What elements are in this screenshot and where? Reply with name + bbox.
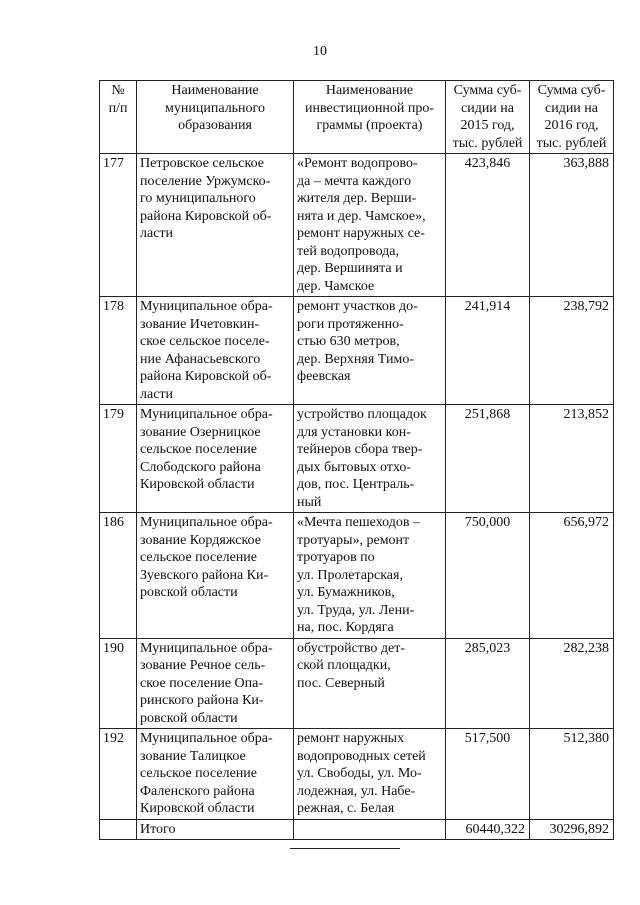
row-number: 190	[100, 638, 137, 729]
municipality-cell: Муниципальное обра- зование Ичетовкин- ское сельское поселе- ние Афанасьевского района Кировской об- ласти	[137, 297, 294, 405]
total-number-cell	[100, 819, 137, 840]
table-row	[100, 297, 614, 405]
footer-divider	[290, 848, 400, 849]
total-sum-2015: 60440,322	[446, 819, 530, 840]
sum-2016-cell: 512,380	[530, 729, 614, 820]
sum-2015-cell: 251,868	[446, 405, 530, 513]
municipality-cell: Петровское сельское поселение Уржумско- го муниципального района Кировской об- ласти	[137, 154, 294, 297]
sum-2016-cell: 213,852	[530, 405, 614, 513]
program-cell: устройство площадок для установки кон- тейнеров сбора твер- дых бытовых отхо- дов, пос. Централь- ный	[294, 405, 446, 513]
row-number: 179	[100, 405, 137, 513]
program-cell: ремонт наружных водопроводных сетей ул. Свободы, ул. Мо- лодежная, ул. Набе- режная, с. Белая	[294, 729, 446, 820]
program-cell: «Мечта пешеходов – тротуары», ремонт тротуаров по ул. Пролетарская, ул. Бумажников, ул. Труда, ул. Лени- на, пос. Кордяга	[294, 513, 446, 639]
municipality-cell: Муниципальное обра- зование Речное сель- ское поселение Опа- ринского района Ки- ровской области	[137, 638, 294, 729]
row-number: 178	[100, 297, 137, 405]
sum-2015-cell: 517,500	[446, 729, 530, 820]
sum-2015-cell: 750,000	[446, 513, 530, 639]
page-number: 10	[313, 44, 327, 59]
municipality-cell: Муниципальное обра- зование Кордяжское сельское поселение Зуевского района Ки- ровской области	[137, 513, 294, 639]
table-row	[100, 638, 614, 729]
municipality-cell: Муниципальное обра- зование Озерницкое сельское поселение Слободского района Кировской области	[137, 405, 294, 513]
sum-2016-cell: 363,888	[530, 154, 614, 297]
table-row	[100, 513, 614, 639]
sum-2015-cell: 285,023	[446, 638, 530, 729]
municipality-cell: Муниципальное обра- зование Талицкое сельское поселение Фаленского района Кировской области	[137, 729, 294, 820]
sum-2015-cell: 423,846	[446, 154, 530, 297]
sum-2015-cell: 241,914	[446, 297, 530, 405]
header-number: № п/п	[100, 81, 137, 154]
program-cell: ремонт участков до- роги протяженно- стью 630 метров, дер. Верхняя Тимо- феевская	[294, 297, 446, 405]
total-row	[100, 819, 614, 840]
header-municipality: Наименование муниципального образования	[137, 81, 294, 154]
table-row	[100, 405, 614, 513]
total-sum-2016: 30296,892	[530, 819, 614, 840]
row-number: 186	[100, 513, 137, 639]
row-number: 177	[100, 154, 137, 297]
total-program-cell	[294, 819, 446, 840]
header-sum-2016: Сумма суб- сидии на 2016 год, тыс. рублей	[530, 81, 614, 154]
program-cell: обустройство дет- ской площадки, пос. Северный	[294, 638, 446, 729]
table-row	[100, 729, 614, 820]
header-sum-2015: Сумма суб- сидии на 2015 год, тыс. рублей	[446, 81, 530, 154]
sum-2016-cell: 238,792	[530, 297, 614, 405]
row-number: 192	[100, 729, 137, 820]
subsidy-table	[99, 80, 614, 840]
total-label: Итого	[137, 819, 294, 840]
sum-2016-cell: 656,972	[530, 513, 614, 639]
table-row	[100, 154, 614, 297]
sum-2016-cell: 282,238	[530, 638, 614, 729]
program-cell: «Ремонт водопрово- да – мечта каждого жителя дер. Верши- нята и дер. Чамское», ремонт наружных се- тей водопровода, дер. Вершинята и дер. Чамское	[294, 154, 446, 297]
table-header-row	[100, 81, 614, 154]
header-program: Наименование инвестиционной про- граммы (проекта)	[294, 81, 446, 154]
